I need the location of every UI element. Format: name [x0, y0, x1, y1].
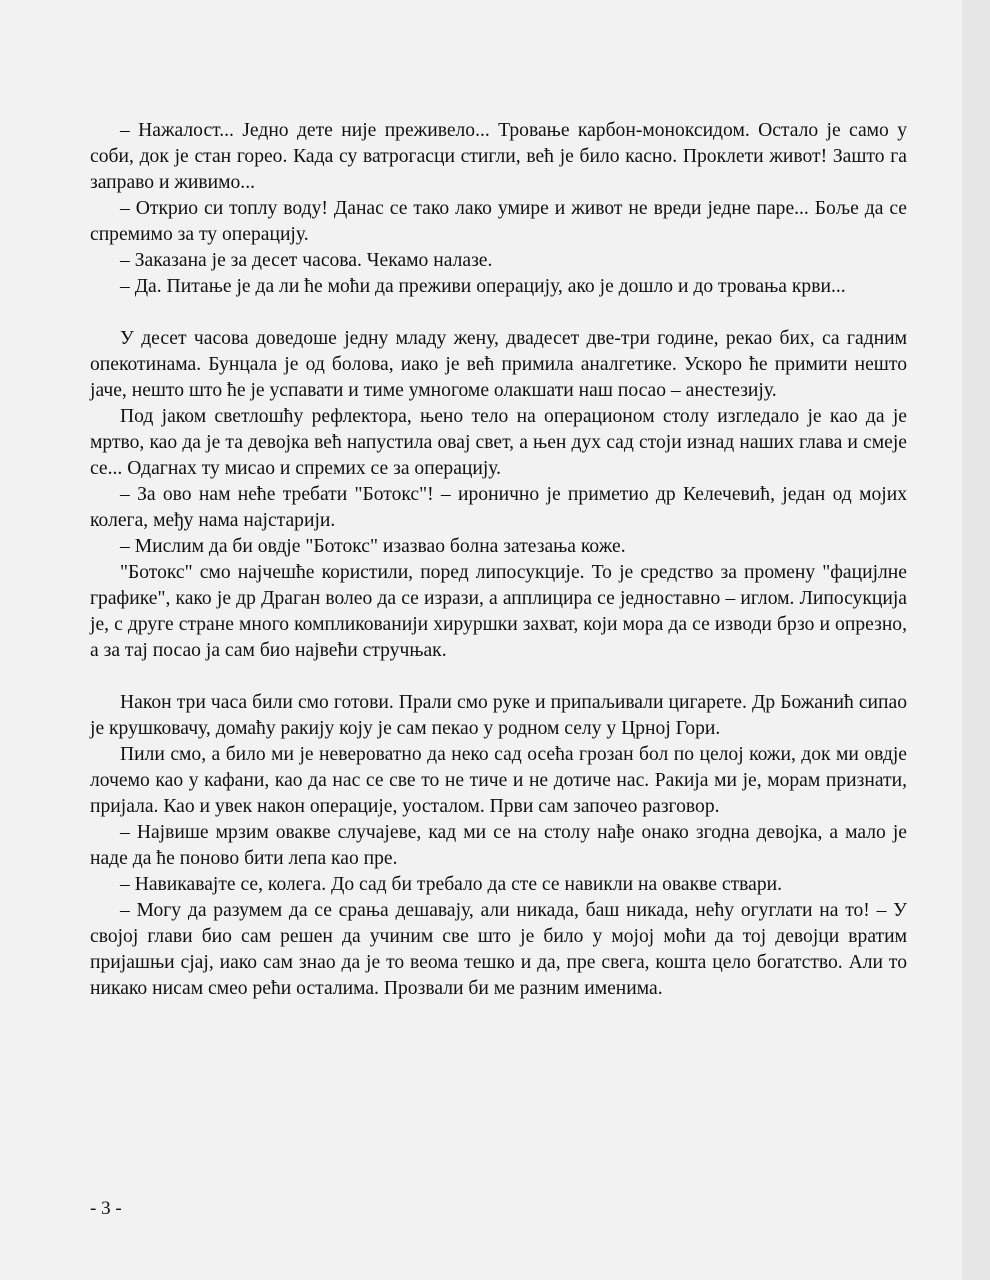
paragraph: – Мислим да би овдје "Ботокс" изазвао болна затезања коже.	[120, 536, 626, 557]
paragraph: – Открио си топлу воду! Данас се тако лако умире и живот не вреди једне паре... Боље да се спремимо за ту операцију.	[90, 198, 907, 245]
paragraph: "Ботокс" смо најчешће користили, поред липосукције. То је средство за промену "фацијлне графике", како је др Драган волео да се изрази, а апплицира се једноставно – иглом. Липосукција је, с друге стране много компликованији хируршки захват, који мора да се изводи брзо и опрезно, а за тај посао ја сам био највећи стручњак.	[90, 562, 907, 661]
body-text	[90, 118, 907, 1002]
paragraph: Пили смо, а било ми је невероватно да неко сад осећа грозан бол по целој кожи, док ми овдје лочемо као у кафани, као да нас се све то не тиче и не дотиче нас. Ракија ми је, морам признати, пријала. Као и увек након операције, уосталом. Први сам започео разговор.	[90, 744, 907, 817]
paragraph: – Да. Питање је да ли ће моћи да преживи операцију, ако је дошло и до тровања крви...	[120, 276, 846, 297]
paragraph: – За ово нам неће требати "Ботокс"! – иронично је приметио др Келечевић, један од мојих колега, међу нама најстарији.	[90, 484, 907, 531]
paragraph: – Навикавајте се, колега. До сад би требало да сте се навикли на овакве ствари.	[120, 874, 783, 895]
paragraph: У десет часова доведоше једну младу жену, двадесет две-три године, рекао бих, са гадним опекотинама. Бунцала је од болова, иако је већ примила аналгетике. Ускоро ће примити нешто јаче, нешто што ће је успавати и тиме умногоме олакшати наш посао – анестезију.	[90, 328, 907, 401]
paragraph: Након три часа били смо готови. Прали смо руке и припаљивали цигарете. Др Божанић сипао је крушковачу, домаћу ракију коју је сам пекао у родном селу у Црној Гори.	[90, 692, 907, 739]
paragraph: – Највише мрзим овакве случајеве, кад ми се на столу нађе онако згодна девојка, а мало је наде да ће поново бити лепа као пре.	[90, 822, 907, 869]
paragraph: – Заказана је за десет часова. Чекамо налазе.	[120, 250, 493, 271]
paragraph: Под јаком светлошћу рефлектора, њено тело на операционом столу изгледало је као да је мртво, као да је та девојка већ напустила овај свет, а њен дух сад стоји изнад наших глава и смеје се... Одагнах ту мисао и спремих се за операцију.	[90, 406, 907, 479]
paragraph: – Могу да разумем да се срања дешавају, али никада, баш никада, нећу огуглати на то! – У својој глави био сам решен да учиним све што је било у мојој моћи да тој девојци вратим пријашњи сјај, иако сам знао да је то веома тешко и да, пре свега, кошта цело богатство. Али то никако нисам смео рећи осталима. Прозвали би ме разним именима.	[90, 900, 907, 999]
paragraph: – Нажалост... Једно дете није преживело... Тровање карбон-моноксидом. Остало је само у соби, док је стан горео. Када су ватрогасци стигли, већ је било касно. Проклети живот! Зашто га заправо и живимо...	[90, 120, 907, 193]
page-number: - 3 -	[90, 1198, 122, 1219]
